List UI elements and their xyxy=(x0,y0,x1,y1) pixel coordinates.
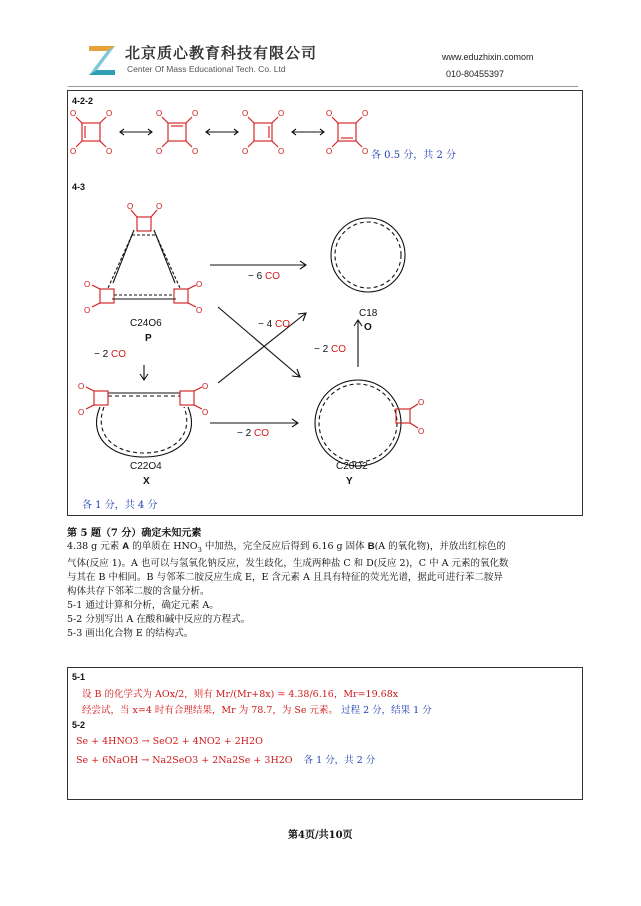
logo-z-icon xyxy=(85,40,119,78)
svg-text:O: O xyxy=(106,109,113,118)
label-Y: Y xyxy=(346,476,353,487)
arrow-label-P-X: − 2 CO xyxy=(94,349,126,360)
svg-text:O: O xyxy=(278,109,285,118)
resonance-structure-4 xyxy=(332,117,362,147)
answer-5-1-line1: 设 B 的化学式为 AOx/2，则有 Mr/(Mr+8x) = 4.38/6.16，Mr=19.68x xyxy=(82,689,399,700)
problem5-line4: 构体共存下邻苯二胺的含量分析。 xyxy=(67,585,210,597)
svg-text:O: O xyxy=(84,280,91,289)
formula-X: C22O4 xyxy=(130,461,162,472)
answer-5-1-line2: 经尝试，当 x=4 时有合理结果，Mr 为 78.7，为 Se 元素。 过程 2 分，结果 1 分 xyxy=(82,705,432,716)
svg-text:O: O xyxy=(156,202,163,211)
svg-text:O: O xyxy=(156,109,163,118)
label-O: O xyxy=(364,322,372,333)
answer-5-2-eq1: Se + 4HNO3 → SeO2 + 4NO2 + 2H2O xyxy=(76,736,263,747)
svg-text:O: O xyxy=(362,109,368,118)
svg-text:O: O xyxy=(242,109,249,118)
score-4-3: 各 1 分，共 4 分 xyxy=(82,500,158,511)
svg-text:O: O xyxy=(202,382,209,391)
svg-text:O: O xyxy=(127,202,134,211)
svg-text:O: O xyxy=(78,382,85,391)
problem5-line3: 与其在 B 中相同。B 与邻苯二胺反应生成 E，E 含元素 A 且具有特征的荧光光谱，据此可进行苯二胺异 xyxy=(67,571,503,583)
svg-text:O: O xyxy=(78,408,85,417)
svg-text:O: O xyxy=(70,147,77,156)
label-4-2-2: 4-2-2 xyxy=(72,96,94,106)
molecule-O xyxy=(331,218,405,292)
svg-text:O: O xyxy=(362,147,368,156)
company-name-cn: 北京质心教育科技有限公司 xyxy=(125,44,318,62)
svg-text:O: O xyxy=(192,109,199,118)
svg-text:O: O xyxy=(202,408,209,417)
arrow-label-P-O: − 6 CO xyxy=(248,271,280,282)
svg-text:O: O xyxy=(196,280,203,289)
header-phone: 010-80455397 xyxy=(446,69,505,79)
header-website[interactable]: www.eduzhixin.comom xyxy=(442,52,534,62)
header-divider xyxy=(68,86,578,87)
arrow-label-X-Y: − 2 CO xyxy=(237,428,269,439)
question-5-2: 5-2 分别写出 A 在酸和碱中反应的方程式。 xyxy=(67,613,251,625)
svg-text:O: O xyxy=(242,147,249,156)
label-4-3: 4-3 xyxy=(72,182,86,192)
label-X: X xyxy=(143,476,150,487)
svg-text:O: O xyxy=(192,147,199,156)
svg-text:O: O xyxy=(70,109,77,118)
question-5-1: 5-1 通过计算和分析，确定元素 A。 xyxy=(67,599,219,611)
arrow-label-Y-O: − 2 CO xyxy=(314,344,346,355)
logo xyxy=(85,40,119,78)
problem5-line2: 气体(反应 1)。A 也可以与氢氧化钠反应，发生歧化，生成两种盐 C 和 D(反应 2)，C 中 A 元素的氧化数 xyxy=(67,557,509,569)
question-5-3: 5-3 画出化合物 E 的结构式。 xyxy=(67,627,194,639)
page-number: 第4页/共10页 xyxy=(288,830,353,841)
svg-text:O: O xyxy=(418,398,425,407)
molecule-Y xyxy=(315,380,418,466)
svg-text:O: O xyxy=(278,147,285,156)
problem5-text xyxy=(67,540,587,641)
answer-label-5-2: 5-2 xyxy=(72,720,86,730)
molecule-X xyxy=(86,387,202,457)
score-4-2-2: 各 0.5 分，共 2 分 xyxy=(371,150,456,161)
formula-P: C24O6 xyxy=(130,318,162,329)
formula-O: C18 xyxy=(359,308,378,319)
resonance-structure-3 xyxy=(248,117,278,147)
svg-text:O: O xyxy=(326,147,333,156)
molecule-P xyxy=(92,210,196,307)
svg-text:O: O xyxy=(418,427,425,436)
resonance-structures xyxy=(68,104,368,162)
resonance-structure-1 xyxy=(76,117,106,147)
answer-label-5-1: 5-1 xyxy=(72,672,86,682)
problem5-line1: 4.38 g 元素 A 的单质在 $HNO_3$ 中加热，完全反应后得到 6.16 g 固体 B(A 的氧化物)，并放出红棕色的 xyxy=(67,541,506,554)
label-P: P xyxy=(145,333,152,344)
problem5-title: 第 5 题（7 分）确定未知元素 xyxy=(67,528,202,539)
svg-text:O: O xyxy=(326,109,333,118)
arrow-P-to-Y xyxy=(218,307,300,377)
answer-5-2-eq2: Se + 6NaOH → Na2SeO3 + 2Na2Se + 3H2O 各 1 分，共 2 分 xyxy=(76,755,376,766)
formula-Y: C20O2 xyxy=(336,461,368,472)
arrow-label-cross: − 4 CO xyxy=(258,319,290,330)
svg-text:O: O xyxy=(84,306,91,315)
svg-text:O: O xyxy=(106,147,113,156)
company-name-en: Center Of Mass Educational Tech. Co. Ltd xyxy=(127,64,286,74)
svg-text:O: O xyxy=(156,147,163,156)
svg-text:O: O xyxy=(196,306,203,315)
resonance-structure-2 xyxy=(162,117,192,147)
